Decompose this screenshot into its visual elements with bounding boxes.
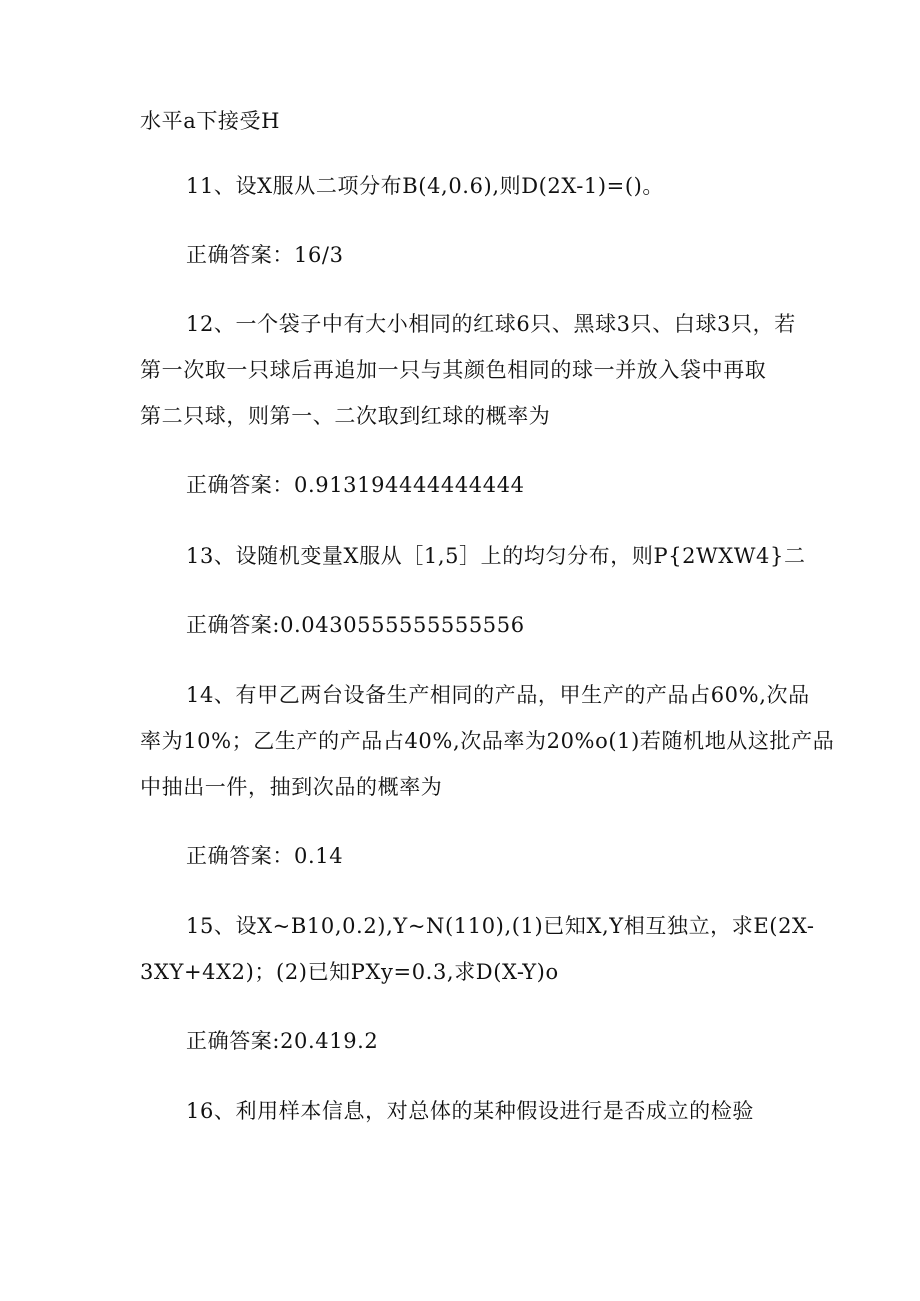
answer-14: 正确答案：0.14 <box>186 844 344 868</box>
answer-12: 正确答案：0.913194444444444 <box>186 473 525 497</box>
question-11: 11、设X服从二项分布B(4,0.6),则D(2X-1)=()。 <box>186 174 665 198</box>
answer-13: 正确答案:0.0430555555555556 <box>186 613 525 637</box>
question-14-line-3: 中抽出一件，抽到次品的概率为 <box>140 775 443 799</box>
question-13: 13、设随机变量X服从［1,5］上的均匀分布，则P{2WXW4}二 <box>186 544 806 568</box>
question-14-line-2: 率为10%；乙生产的产品占40%,次品率为20%o(1)若随机地从这批产品 <box>140 729 835 753</box>
question-12-line-1: 12、一个袋子中有大小相同的红球6只、黑球3只、白球3只，若 <box>186 312 796 336</box>
answer-11: 正确答案：16/3 <box>186 243 344 267</box>
question-16: 16、利用样本信息，对总体的某种假设进行是否成立的检验 <box>186 1099 754 1123</box>
answer-15: 正确答案:20.419.2 <box>186 1029 379 1053</box>
question-12-line-2: 第一次取一只球后再追加一只与其颜色相同的球一并放入袋中再取 <box>140 358 767 382</box>
question-15-line-1: 15、设X~B10,0.2),Y~N(110),(1)已知X,Y相互独立，求E(2X- <box>186 914 815 938</box>
question-15-line-2: 3XY+4X2)；(2)已知PXy=0.3,求D(X-Y)o <box>140 960 559 984</box>
question-14-line-1: 14、有甲乙两台设备生产相同的产品，甲生产的产品占60%,次品 <box>186 683 810 707</box>
text-line: 水平a下接受H <box>140 109 281 133</box>
question-12-line-3: 第二只球，则第一、二次取到红球的概率为 <box>140 404 551 428</box>
